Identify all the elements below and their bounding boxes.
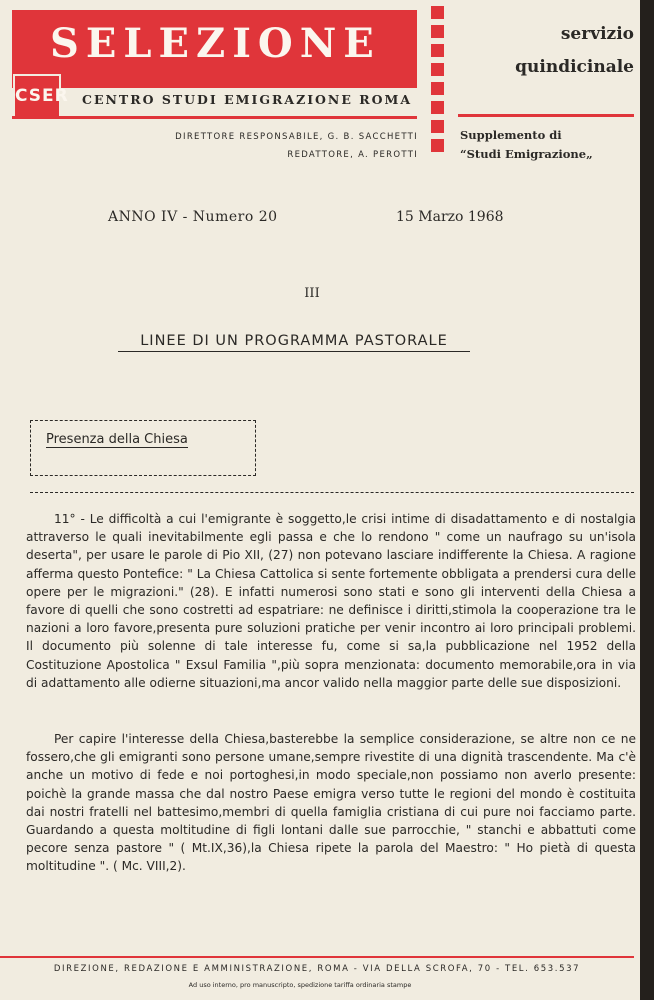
staff-credits bbox=[140, 128, 418, 164]
quindicinale-text: quindicinale bbox=[515, 57, 634, 77]
issue-number: ANNO IV - Numero 20 bbox=[108, 209, 278, 225]
footer-note: Ad uso interno, pro manuscripto, spedizione tariffa ordinaria stampe bbox=[188, 981, 412, 989]
decorative-red-squares bbox=[431, 6, 445, 158]
footer-red-rule bbox=[0, 956, 634, 958]
footer-address: DIREZIONE, REDAZIONE E AMMINISTRAZIONE, ROMA - VIA DELLA SCROFA, 70 - TEL. 653.537 bbox=[53, 964, 581, 974]
supplement-note bbox=[460, 126, 593, 164]
supplement-line-2: “Studi Emigrazione„ bbox=[460, 147, 593, 161]
editor-credit: REDATTORE, A. PEROTTI bbox=[287, 150, 418, 160]
dashed-divider bbox=[30, 492, 634, 493]
right-red-rule bbox=[458, 114, 634, 117]
servizio-text: servizio bbox=[560, 24, 634, 44]
issue-date: 15 Marzo 1968 bbox=[396, 209, 504, 225]
frequency-label bbox=[460, 18, 634, 84]
masthead-underline bbox=[12, 116, 417, 119]
paragraph-1-text: 11° - Le difficoltà a cui l'emigrante è soggetto,le crisi intime di disadattamento e di nostalgia attraverso le quali inevitabilmente egli passa e che lo rendono " come un naufrago su un'isola deserta", per usare le parole di Pio XII, (27) non potevano lasciare indifferente la Chiesa. A ragione afferma questo Pontefice: " La Chiesa Cattolica si sente fortemente obbligata a prendersi cura delle opere per le migrazioni." (28). E infatti numerosi sono stati e sono gli interventi della Chiesa a favore di quelli che sono costretti ad espatriare: ne definisce i diritti,stimola la cooperazione tra le nazioni a loro favore,presenta pure soluzioni pratiche per venir incontro ai loro principali problemi. Il documento più solenne di tale interesse fu, come si sa,la pubblicazione nel 1952 della Costituzione Apostolica " Exsul Familia ",più sopra menzionata: documento memorabile,ora in via di adattamento alle odierne situazioni,ma ancor valido nella maggior parte delle sue disposizioni. bbox=[26, 512, 636, 690]
supplement-line-1: Supplemento di bbox=[460, 128, 562, 142]
body-paragraph-2 bbox=[26, 730, 636, 876]
page-edge-shadow bbox=[640, 0, 654, 1000]
chapter-numeral: III bbox=[304, 286, 320, 301]
director-credit: DIRETTORE RESPONSABILE, G. B. SACCHETTI bbox=[175, 132, 418, 142]
body-paragraph-1 bbox=[26, 510, 636, 692]
masthead-title: SELEZIONE bbox=[50, 20, 381, 67]
cser-logo-icon: CSER bbox=[13, 74, 61, 118]
section-title: LINEE DI UN PROGRAMMA PASTORALE bbox=[118, 333, 470, 352]
publisher-name: CENTRO STUDI EMIGRAZIONE ROMA bbox=[82, 92, 413, 107]
subheading-label: Presenza della Chiesa bbox=[46, 432, 188, 447]
subheading-box bbox=[30, 420, 256, 476]
paragraph-2-text: Per capire l'interesse della Chiesa,basterebbe la semplice considerazione, se altre non ce ne fossero,che gli emigranti sono persone umane,sempre rivestite di una dignità trascendente. Ma c'è anche un motivo di fede e noi portoghesi,in modo speciale,non possiamo non averlo presente: poichè la grande massa che dal nostro Paese emigra verso tutte le regioni del mondo è costituita dai nostri fratelli nel battesimo,membri di quella famiglia cristiana di cui pure noi facciamo parte. Guardando a questa moltitudine di figli lontani dalle sue parrocchie, " stanchi e abbattuti come pecore senza pastore " ( Mt.IX,36),la Chiesa ripete la parola del Maestro: " Ho pietà di questa moltitudine ". ( Mc. VIII,2). bbox=[26, 732, 636, 874]
